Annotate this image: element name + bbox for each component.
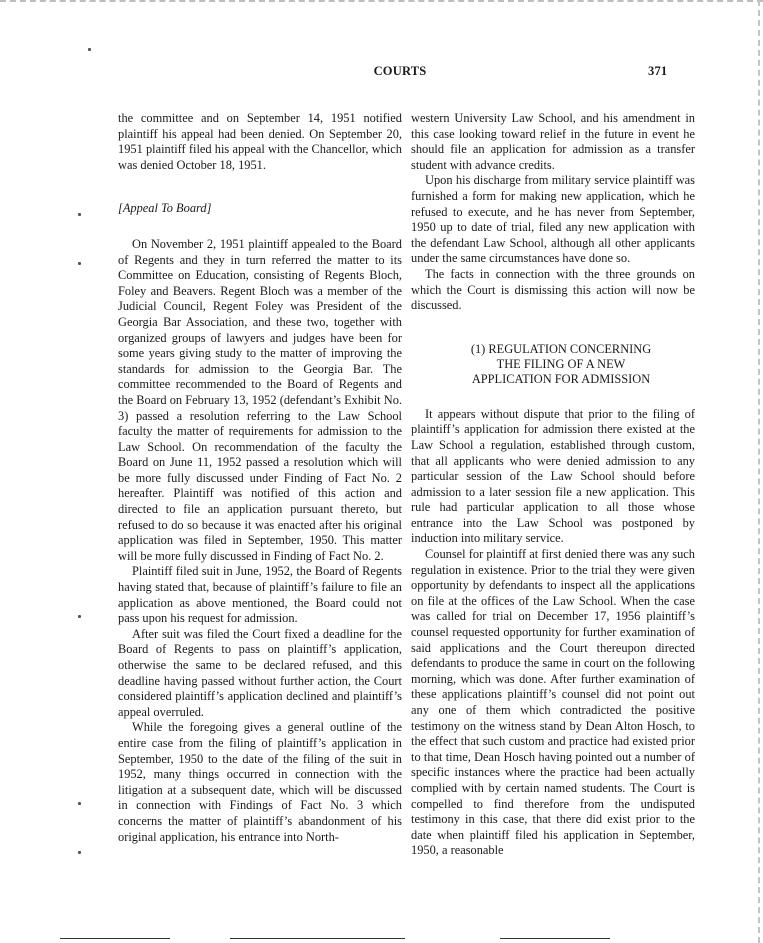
heading-line: (1) REGULATION CONCERNING — [470, 341, 652, 356]
paragraph: It appears without dispute that prior to the filing of plaintiff’s application for admission there existed at the Law School a regulation, established through custom, that all applicants who were denied admission to any particular session of the Law School should before admission to a later session file a new application. This rule had particular application to all those whose entrance into the Law School was postponed by induction into military service. — [411, 406, 695, 546]
heading-line: THE FILING OF A NEW — [496, 356, 626, 371]
paragraph: On November 2, 1951 plaintiff appealed to the Board of Regents and they in turn referred the matter to its Committee on Education, consisting of Regents Bloch, Foley and Beavers. Regent Bloch was a member of the Judicial Council, Regent Foley was President of the Georgia Bar Association, and these two, together with organized groups of lawyers and judges have been for some years giving study to the matter of improving the standards for admission to the Georgia Bar. The committee recommended to the Board of Regents and the Board on February 13, 1952 (defendant’s Exhibit No. 3) passed a resolution referring to the Law School faculty the matter of requirements for admission to the Law School. On recommendation of the faculty the Board on June 11, 1952 passed a resolution which will be more fully discussed under Finding of Fact No. 2 hereafter. Plaintiff was notified of this action and directed to file an application pursuant thereto, but refused to do so because it was enacted after his original application was filed in September, 1950. This matter will be more fully discussed in Finding of Fact No. 2. — [118, 236, 402, 563]
margin-mark — [78, 851, 81, 854]
running-header — [0, 64, 763, 84]
paragraph: Plaintiff filed suit in June, 1952, the Board of Regents having stated that, because of plaintiff’s failure to file an application as above mentioned, the Board could not pass upon his request for admission. — [118, 564, 402, 626]
paragraph: western University Law School, and his amendment in this case looking toward relief in the future in event he should file an application for admission as a transfer student with advance credits. — [411, 111, 695, 172]
heading-line: APPLICATION FOR ADMISSION — [471, 371, 651, 386]
margin-mark — [78, 262, 81, 265]
running-title: COURTS — [373, 64, 427, 78]
margin-mark — [88, 48, 91, 51]
paragraph: Counsel for plaintiff at first denied there was any such regulation in existence. Prior to the trial they were given opportunity by defendants to inspect all the applications on file at the offices of the Law School. When the case was called for trial on December 17, 1956 plaintiff’s counsel requested opportunity for further examination of said applications and the Court thereupon directed defendants to produce the same in court on the following morning, which was done. After further examination of these applications plaintiff’s counsel did not point out any one of them which contradicted the positive testimony on the witness stand by Dean Alton Hosch, to the effect that such custom and practice had existed prior to that time, Dean Hosch having pointed out a number of specific instances where the practice had been actually complied with by certain named students. The Court is compelled to find therefore from the undisputed testimony in this case, that there did exist prior to the date when plaintiff filed his application in September, 1950, a reasonable — [411, 547, 695, 858]
section-heading: [Appeal To Board] — [118, 201, 212, 216]
scan-artifact-line — [230, 938, 405, 939]
right-column — [411, 111, 695, 859]
scan-artifact-line — [500, 938, 610, 939]
scan-artifact-line — [60, 938, 170, 939]
page-top-edge — [0, 0, 763, 6]
left-column — [118, 111, 402, 845]
paragraph: The facts in connection with the three grounds on which the Court is dismissing this action will now be discussed. — [411, 266, 695, 313]
paragraph: After suit was filed the Court fixed a deadline for the Board of Regents to pass on plaintiff’s application, otherwise the same to be declared refused, and this deadline having passed without further action, the Court considered plaintiff’s application declined and plaintiff’s appeal overruled. — [118, 626, 402, 719]
paragraph: the committee and on September 14, 1951 notified plaintiff his appeal had been denied. On September 20, 1951 plaintiff filed his appeal with the Chancellor, which was denied October 18, 1951. — [118, 111, 402, 172]
paragraph: While the foregoing gives a general outline of the entire case from the filing of plaintiff’s application in September, 1950 to the date of the filing of the suit in 1952, many things occurred in connection with the litigation at a subsequent date, which will be discussed in connection with Findings of Fact No. 3 which concerns the matter of plaintiff’s abandonment of his original application, his entrance into North- — [118, 720, 402, 844]
section-heading-regulation — [433, 342, 689, 387]
margin-mark — [78, 213, 81, 216]
paragraph: Upon his discharge from military service plaintiff was furnished a form for making new application, which he refused to execute, and he has never from September, 1950 up to date of trial, filed any new application with the defendant Law School, although all other applicants under the same circumstances have done so. — [411, 173, 695, 266]
margin-mark — [78, 615, 81, 618]
page-right-edge — [758, 0, 760, 943]
page-number: 371 — [648, 64, 668, 78]
margin-mark — [78, 802, 81, 805]
